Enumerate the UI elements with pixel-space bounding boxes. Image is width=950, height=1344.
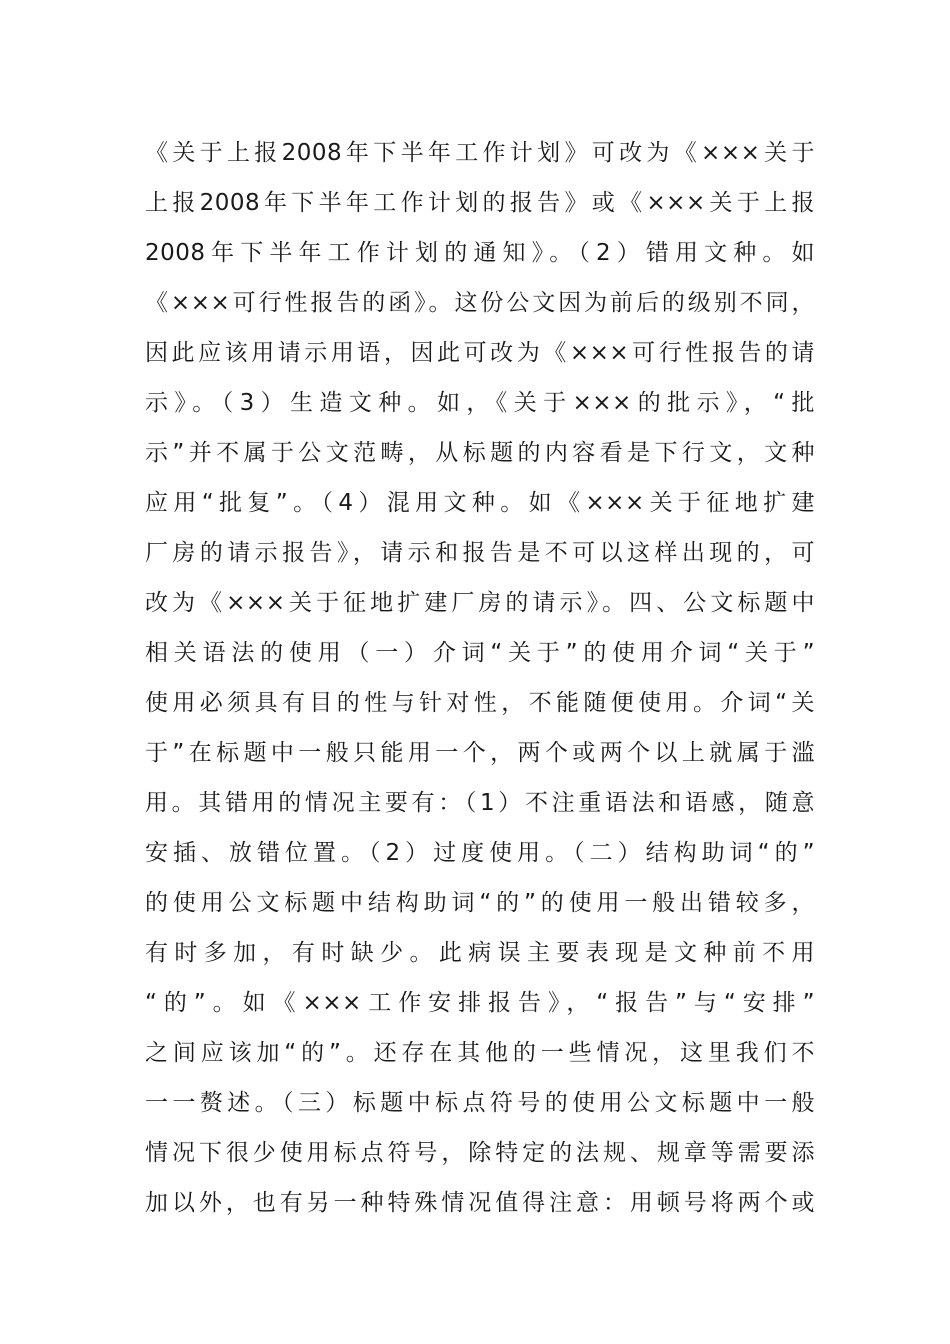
- text-line: 情况下很少使用标点符号，除特定的法规、规章等需要添: [145, 1140, 815, 1166]
- body-paragraph: [145, 128, 815, 1228]
- text-line: 使用必须具有目的性与针对性，不能随便使用。介词“关: [145, 690, 815, 716]
- text-line: 加以外，也有另一种特殊情况值得注意：用顿号将两个或: [145, 1190, 815, 1216]
- text-line: 因此应该用请示用语，因此可改为《×××可行性报告的请: [145, 340, 815, 366]
- text-line: 上报2008年下半年工作计划的报告》或《×××关于上报: [145, 190, 815, 216]
- text-line: 相关语法的使用（一）介词“关于”的使用介词“关于”: [145, 640, 815, 666]
- text-line: 于”在标题中一般只能用一个，两个或两个以上就属于滥: [145, 740, 815, 766]
- text-line: 示”并不属于公文范畴，从标题的内容看是下行文，文种: [145, 440, 815, 466]
- text-line: 之间应该加“的”。还存在其他的一些情况，这里我们不: [145, 1040, 815, 1066]
- text-line: 有时多加，有时缺少。此病误主要表现是文种前不用: [145, 940, 815, 966]
- text-line: 厂房的请示报告》，请示和报告是不可以这样出现的，可: [145, 540, 815, 566]
- text-line: 的使用公文标题中结构助词“的”的使用一般出错较多，: [145, 890, 815, 916]
- text-line: “的”。如《×××工作安排报告》，“报告”与“安排”: [145, 990, 815, 1016]
- text-line: 示》。（3）生造文种。如，《关于×××的批示》，“批: [145, 390, 815, 416]
- text-line: 《×××可行性报告的函》。这份公文因为前后的级别不同，: [145, 290, 815, 316]
- text-line: 用。其错用的情况主要有：（1）不注重语法和语感，随意: [145, 790, 815, 816]
- text-line: 安插、放错位置。（2）过度使用。（二）结构助词“的”: [145, 840, 815, 866]
- text-line: 一一赘述。（三）标题中标点符号的使用公文标题中一般: [145, 1090, 815, 1116]
- text-line: 《关于上报2008年下半年工作计划》可改为《×××关于: [145, 140, 815, 166]
- text-line: 应用“批复”。（4）混用文种。如《×××关于征地扩建: [145, 490, 815, 516]
- text-line: 改为《×××关于征地扩建厂房的请示》。四、公文标题中: [145, 590, 815, 616]
- text-line: 2008年下半年工作计划的通知》。（2）错用文种。如: [145, 240, 815, 266]
